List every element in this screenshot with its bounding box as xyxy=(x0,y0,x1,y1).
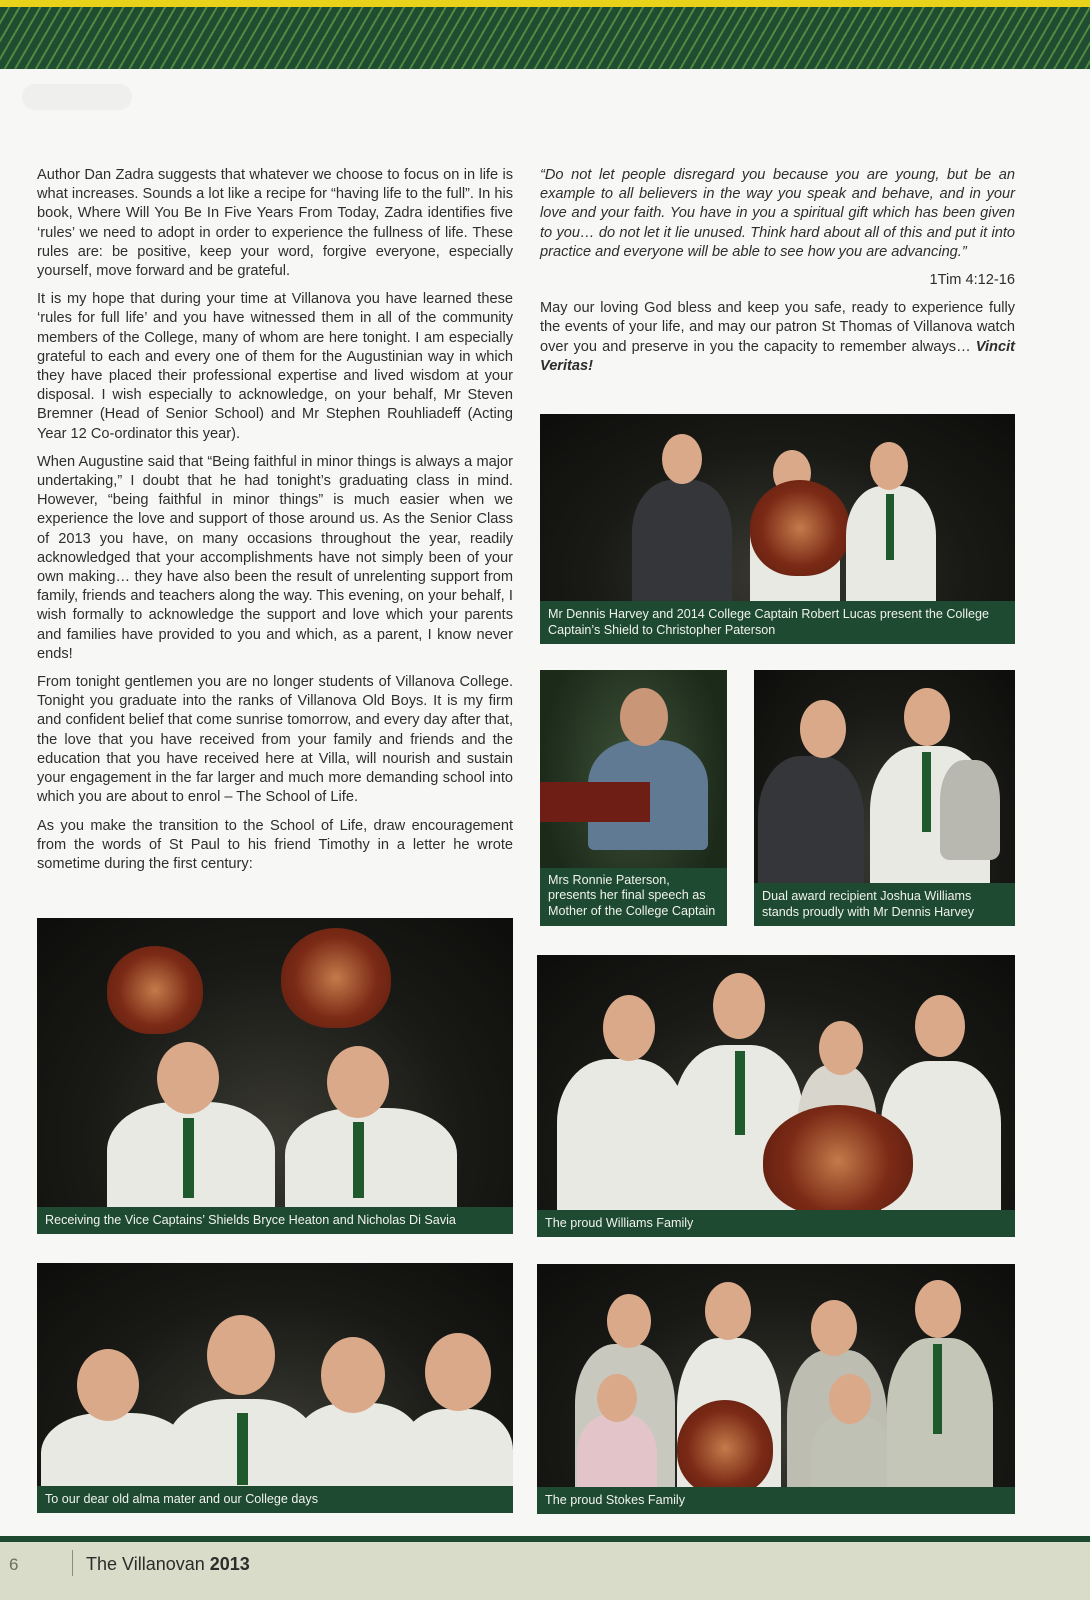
photo-caption: The proud Stokes Family xyxy=(537,1487,1015,1514)
figure-head xyxy=(207,1315,275,1395)
photo-alma-mater xyxy=(37,1263,513,1513)
closing-text: May our loving God bless and keep you safe, ready to experience fully the events of your life, and may our patron St Thomas of Villanova watch over you and preserve in you the capacity to remember always… xyxy=(540,300,1015,355)
figure-tie xyxy=(735,1051,745,1135)
photo-mother-speech xyxy=(540,670,727,926)
figure-head xyxy=(915,995,965,1057)
photo-stokes-family xyxy=(537,1264,1015,1514)
paragraph: When Augustine said that “Being faithful in minor things is always a major undertaking,” I doubt that he had tonight’s graduating class in mind. However, “being faithful in minor things” is much easier when we experience the love and support of those around us. As the Senior Class of 2013 you have, on many occasions throughout the year, readily acknowledged that your accomplishments have not simply been of your own making… they have also been the result of unrelenting support from family, friends and teachers along the way. This evening, on your behalf, I wish formally to acknowledge the support and love which your parents and families have provided to you and which, as a parent, I know never ends! xyxy=(37,453,513,662)
photo-caption: Dual award recipient Joshua Williams stands proudly with Mr Dennis Harvey xyxy=(754,883,1015,926)
shield-trophy xyxy=(677,1400,773,1496)
figure-tie xyxy=(922,752,931,832)
paragraph: Author Dan Zadra suggests that whatever we choose to focus on in life is what increases. Sounds a lot like a recipe for “having life to the full”. In his book, Where Will You Be In Five Years From Today, Zadra identifies five ‘rules’ we need to adopt in order to experience the fullness of life. These rules are: be positive, keep your word, forgive everyone, especially yourself, move forward and be grateful. xyxy=(37,167,513,280)
figure-head xyxy=(607,1294,651,1348)
figure-tie xyxy=(183,1118,194,1198)
closing-motto: Vincit Veritas! xyxy=(540,338,1015,374)
figure-head xyxy=(713,973,765,1039)
photo-williams-family xyxy=(537,955,1015,1237)
figure-tie xyxy=(237,1413,248,1485)
shield-trophy xyxy=(750,480,850,576)
shield-trophy xyxy=(281,928,391,1028)
figure-head xyxy=(425,1333,491,1411)
photo-caption: Receiving the Vice Captains’ Shields Bryce Heaton and Nicholas Di Savia xyxy=(37,1207,513,1234)
photo-dual-award xyxy=(754,670,1015,926)
figure-head xyxy=(77,1349,139,1421)
header-green-band xyxy=(0,7,1090,69)
footer-green-line xyxy=(0,1536,1090,1542)
photo-caption: The proud Williams Family xyxy=(537,1210,1015,1237)
figure-head xyxy=(811,1300,857,1356)
paragraph: As you make the transition to the School of Life, draw encouragement from the words of St Paul to his friend Timothy in a letter he wrote sometime during the first century: xyxy=(37,817,513,872)
figure-tie xyxy=(886,494,894,560)
lectern xyxy=(540,782,650,822)
figure-head xyxy=(904,688,950,746)
faint-logo-watermark xyxy=(22,84,132,110)
closing-paragraph xyxy=(540,299,1015,376)
trophy-cup xyxy=(940,760,1000,860)
scripture-quote: “Do not let people disregard you because you are young, but be an example to all believers in the way you speak and behave, and in your love and your faith. You have in you a spiritual gift which has been given to you… do not let it lie unused. Think hard about all of this and put it into practice and everyone will be able to see how you are advancing.” xyxy=(540,167,1015,260)
figure-head xyxy=(603,995,655,1061)
figure-head xyxy=(597,1374,637,1422)
figure-head xyxy=(829,1374,871,1424)
figure-head xyxy=(157,1042,219,1114)
paragraph: From tonight gentlemen you are no longer students of Villanova College. Tonight you graduate into the ranks of Villanova Old Boys. It is my firm and confident belief that come sunrise tomorrow, and every day after that, the love that you have received from your family and friends and the education that you have received here at Villa, will nourish and sustain your engagement in the far larger and much more demanding school into which you are about to enrol – The School of Life. xyxy=(37,674,513,806)
photo-vice-captains xyxy=(37,918,513,1234)
figure-head xyxy=(819,1021,863,1075)
figure-head xyxy=(327,1046,389,1118)
left-text-column xyxy=(37,166,513,883)
photo-captains-shield xyxy=(540,414,1015,644)
figure-head xyxy=(870,442,908,490)
right-text-column xyxy=(540,166,1015,385)
figure-tie xyxy=(353,1122,364,1198)
figure-tie xyxy=(933,1344,942,1434)
paragraph: It is my hope that during your time at Villanova you have learned these ‘rules for full life’ and you have witnessed them in all of the community members of the College, many of whom are here tonight. I am especially grateful to each and every one of them for the Augustinian way in which they have placed their professional expertise and lived wisdom at your disposal. I wish especially to acknowledge, on your behalf, Mr Steven Bremner (Head of Senior School) and Mr Stephen Rouhliadeff (Acting Year 12 Co-ordinator this year). xyxy=(37,291,513,442)
figure-head xyxy=(800,700,846,758)
publication-title xyxy=(86,1554,250,1575)
figure-head xyxy=(915,1280,961,1338)
header-yellow-stripe xyxy=(0,0,1090,7)
shield-trophy xyxy=(763,1105,913,1217)
photo-caption: Mr Dennis Harvey and 2014 College Captain Robert Lucas present the College Captain’s Shield to Christopher Paterson xyxy=(540,601,1015,644)
shield-trophy xyxy=(107,946,203,1034)
figure-head xyxy=(620,688,668,746)
photo-caption: Mrs Ronnie Paterson, presents her final speech as Mother of the College Captain xyxy=(540,868,727,926)
figure-head xyxy=(662,434,702,484)
footer-divider xyxy=(72,1550,73,1576)
figure-man-in-suit xyxy=(632,480,732,610)
figure-man xyxy=(557,1059,687,1217)
publication-year: 2013 xyxy=(209,1554,250,1574)
figure-head xyxy=(705,1282,751,1340)
figure-head xyxy=(321,1337,385,1413)
scripture-reference: 1Tim 4:12-16 xyxy=(929,272,1015,289)
page-number: 6 xyxy=(9,1555,19,1574)
photo-caption: To our dear old alma mater and our College days xyxy=(37,1486,513,1513)
publication-name: The Villanovan xyxy=(86,1554,205,1574)
